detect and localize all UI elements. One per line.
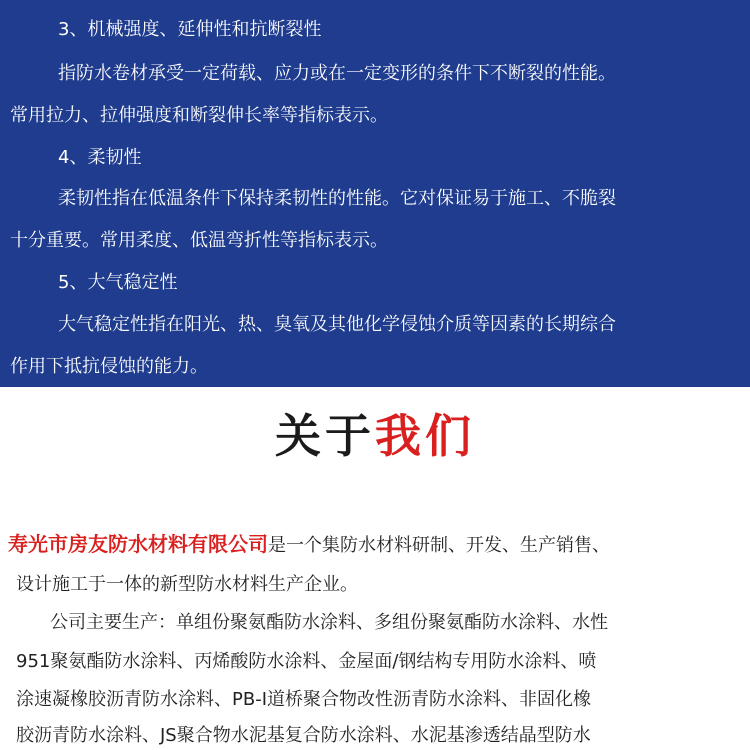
title-red-part: 我们 (375, 409, 475, 463)
heading-flexibility: 4、柔韧性 (58, 147, 142, 168)
heading-weather-stability: 5、大气稳定性 (58, 272, 178, 293)
paragraph-line: 十分重要。常用柔度、低温弯折性等指标表示。 (10, 230, 388, 251)
products-line-3: 涂速凝橡胶沥青防水涂料、PB-I道桥聚合物改性沥青防水涂料、非固化橡 (16, 689, 592, 710)
paragraph-line: 大气稳定性指在阳光、热、臭氧及其他化学侵蚀介质等因素的长期综合 (58, 314, 616, 335)
products-line-4: 胶沥青防水涂料、JS聚合物水泥基复合防水涂料、水泥基渗透结晶型防水 (16, 725, 591, 746)
products-line-2: 951聚氨酯防水涂料、丙烯酸防水涂料、金屋面/钢结构专用防水涂料、喷 (16, 651, 597, 672)
intro-line-2: 设计施工于一体的新型防水材料生产企业。 (16, 574, 358, 595)
paragraph-line: 作用下抵抗侵蚀的能力。 (10, 356, 208, 377)
company-name: 寿光市房友防水材料有限公司 (8, 532, 268, 556)
paragraph-line: 指防水卷材承受一定荷载、应力或在一定变形的条件下不断裂的性能。 (58, 63, 616, 84)
about-us-title (0, 408, 750, 464)
products-line-1: 公司主要生产：单组份聚氨酯防水涂料、多组份聚氨酯防水涂料、水性 (50, 612, 608, 633)
title-dark-part: 关于 (275, 409, 375, 463)
paragraph-line: 常用拉力、拉伸强度和断裂伸长率等指标表示。 (10, 105, 388, 126)
paragraph-line: 柔韧性指在低温条件下保持柔韧性的性能。它对保证易于施工、不脆裂 (58, 188, 616, 209)
intro-line-1 (8, 529, 610, 561)
heading-mechanical-strength: 3、机械强度、延伸性和抗断裂性 (58, 19, 322, 40)
intro-tail: 是一个集防水材料研制、开发、生产销售、 (268, 535, 610, 556)
